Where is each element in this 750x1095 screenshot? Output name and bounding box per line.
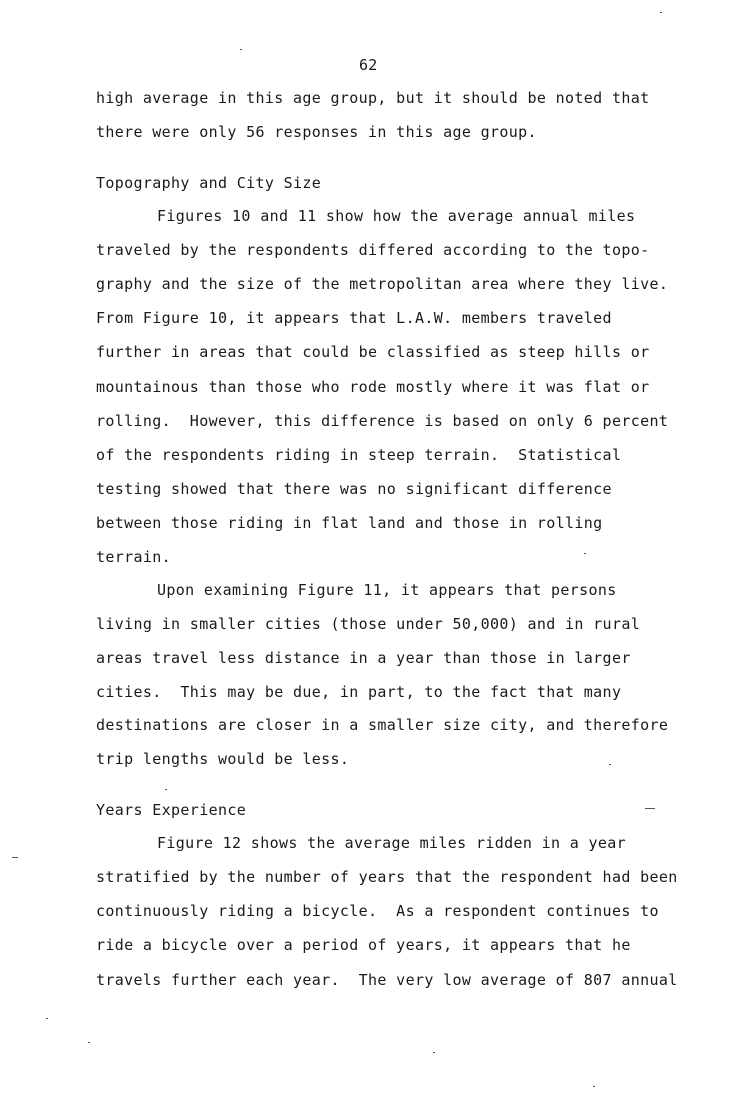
text-line: cities. This may be due, in part, to the fact that many	[96, 683, 622, 701]
scan-speck	[609, 764, 611, 765]
text-line: further in areas that could be classified as steep hills or	[96, 343, 650, 361]
scan-speck	[645, 808, 655, 809]
scan-speck	[433, 1052, 435, 1053]
text-line: continuously riding a bicycle. As a respondent continues to	[96, 902, 659, 920]
text-line: Upon examining Figure 11, it appears that persons	[157, 581, 617, 599]
scan-speck	[660, 12, 662, 13]
text-line: rolling. However, this difference is based on only 6 percent	[96, 412, 669, 430]
scan-speck	[88, 1042, 90, 1043]
page-number: 62	[359, 56, 378, 74]
text-line: Figures 10 and 11 show how the average annual miles	[157, 207, 636, 225]
text-line: areas travel less distance in a year than those in larger	[96, 649, 631, 667]
text-line: graphy and the size of the metropolitan area where they live.	[96, 275, 669, 293]
text-line: there were only 56 responses in this age group.	[96, 123, 537, 141]
scan-speck	[165, 789, 167, 790]
text-line: trip lengths would be less.	[96, 750, 350, 768]
text-line: ride a bicycle over a period of years, it appears that he	[96, 936, 631, 954]
text-line: stratified by the number of years that the respondent had been	[96, 868, 678, 886]
scan-speck	[12, 857, 18, 858]
text-line: living in smaller cities (those under 50,000) and in rural	[96, 615, 641, 633]
text-line: high average in this age group, but it should be noted that	[96, 89, 650, 107]
scan-speck	[240, 49, 242, 50]
text-line: traveled by the respondents differed according to the topo-	[96, 241, 650, 259]
text-line: Figure 12 shows the average miles ridden in a year	[157, 834, 627, 852]
text-line: destinations are closer in a smaller size city, and therefore	[96, 716, 669, 734]
section-heading: Years Experience	[96, 801, 247, 819]
text-line: terrain.	[96, 548, 172, 566]
scan-speck	[593, 1086, 595, 1087]
section-heading: Topography and City Size	[96, 174, 322, 192]
scan-speck	[584, 553, 586, 554]
text-line: travels further each year. The very low average of 807 annual	[96, 971, 678, 989]
text-line: testing showed that there was no significant difference	[96, 480, 612, 498]
text-line: of the respondents riding in steep terrain. Statistical	[96, 446, 622, 464]
text-line: From Figure 10, it appears that L.A.W. members traveled	[96, 309, 612, 327]
text-line: mountainous than those who rode mostly where it was flat or	[96, 378, 650, 396]
text-line: between those riding in flat land and those in rolling	[96, 514, 603, 532]
scan-speck	[46, 1018, 48, 1019]
